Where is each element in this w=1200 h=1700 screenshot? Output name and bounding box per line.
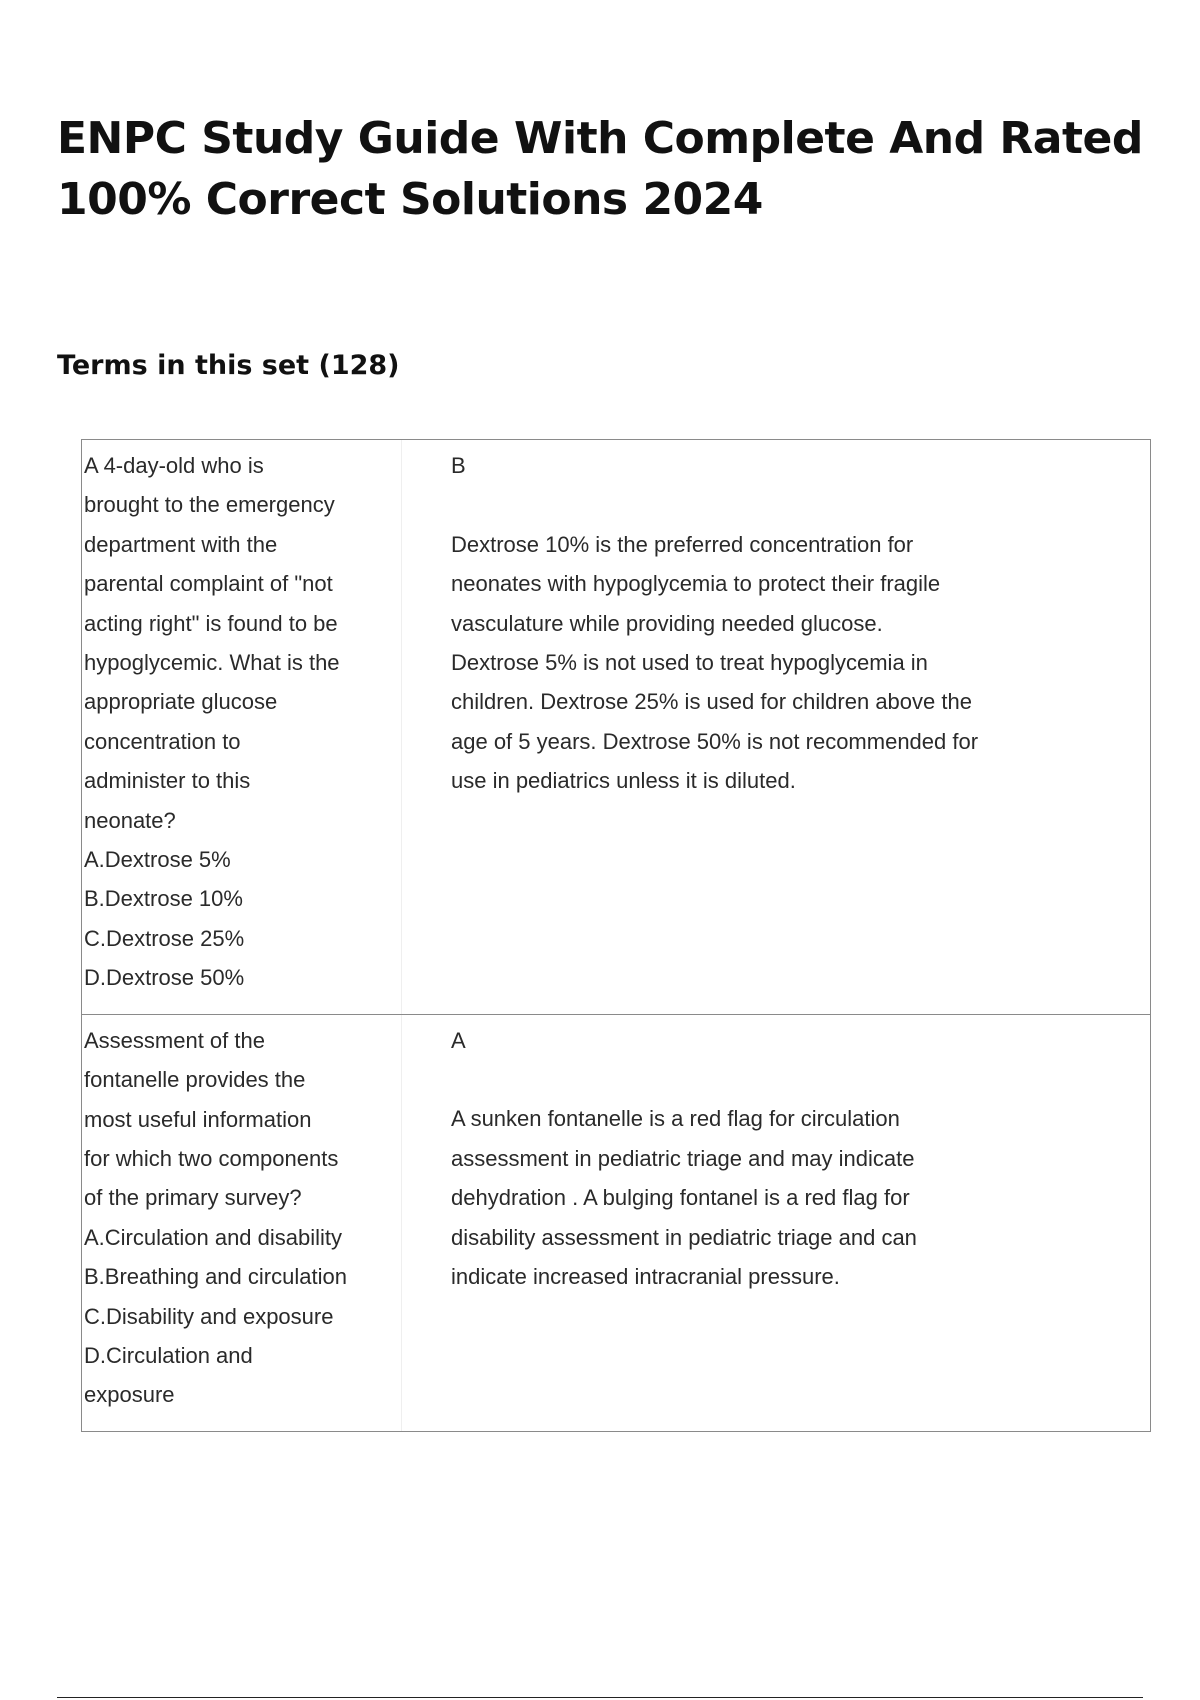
- answer-option: C.Disability and exposure: [84, 1303, 334, 1329]
- blank-line: [451, 485, 1090, 524]
- answer-option: C.Dextrose 25%: [84, 925, 245, 951]
- title-line-1: ENPC Study Guide With Complete And Rated: [57, 113, 1143, 164]
- explanation-line: Dextrose 5% is not used to treat hypoglycemia in: [451, 650, 928, 676]
- answer-option: B.Dextrose 10%: [84, 886, 243, 912]
- term-definition: [402, 1015, 1150, 1431]
- document-title: [57, 108, 1143, 230]
- term-line: A 4-day-old who is: [84, 453, 264, 478]
- term-definition: [402, 440, 1150, 1014]
- term-line: of the primary survey?: [84, 1185, 302, 1211]
- term-card: [82, 440, 1150, 1015]
- terms-table: [81, 439, 1151, 1432]
- term-line: department with the: [84, 531, 278, 557]
- explanation-line: indicate increased intracranial pressure.: [451, 1264, 840, 1290]
- term-line: parental complaint of "not: [84, 571, 333, 597]
- page-bottom-rule: [57, 1697, 1143, 1698]
- explanation-line: assessment in pediatric triage and may indicate: [451, 1145, 915, 1171]
- explanation-line: vasculature while providing needed glucose.: [451, 610, 883, 636]
- term-question: [82, 1015, 402, 1431]
- term-line: Assessment of the: [84, 1027, 265, 1053]
- answer-option: D.Dextrose 50%: [84, 965, 245, 991]
- explanation-line: neonates with hypoglycemia to protect their fragile: [451, 571, 941, 597]
- answer-option: A.Circulation and disability: [84, 1224, 343, 1250]
- explanation-line: disability assessment in pediatric triage and can: [451, 1224, 917, 1250]
- answer-option: A.Dextrose 5%: [84, 847, 231, 873]
- explanation-line: children. Dextrose 25% is used for children above the: [451, 689, 972, 715]
- term-line: neonate?: [84, 807, 176, 833]
- explanation-line: A sunken fontanelle is a red flag for circulation: [451, 1106, 900, 1132]
- terms-count-heading: Terms in this set (128): [57, 350, 400, 381]
- term-line: appropriate glucose: [84, 689, 278, 715]
- explanation-line: Dextrose 10% is the preferred concentration for: [451, 531, 914, 557]
- answer-option: exposure: [84, 1382, 175, 1408]
- term-line: acting right" is found to be: [84, 610, 338, 636]
- correct-answer-letter: A: [451, 1027, 466, 1053]
- answer-option: D.Circulation and: [84, 1342, 253, 1368]
- explanation-line: dehydration . A bulging fontanel is a red flag for: [451, 1185, 910, 1211]
- term-line: concentration to: [84, 728, 241, 754]
- answer-option: B.Breathing and circulation: [84, 1264, 347, 1290]
- blank-line: [451, 1060, 1090, 1099]
- explanation-line: use in pediatrics unless it is diluted.: [451, 768, 796, 794]
- term-line: brought to the emergency: [84, 492, 335, 518]
- term-line: administer to this: [84, 768, 251, 794]
- title-line-2: 100% Correct Solutions 2024: [57, 174, 763, 225]
- explanation-line: age of 5 years. Dextrose 50% is not recommended for: [451, 728, 979, 754]
- term-question: [82, 440, 402, 1014]
- term-line: hypoglycemic. What is the: [84, 650, 340, 676]
- term-line: for which two components: [84, 1145, 339, 1171]
- term-line: most useful information: [84, 1106, 312, 1132]
- correct-answer-letter: B: [451, 453, 466, 478]
- term-line: fontanelle provides the: [84, 1067, 306, 1093]
- term-card: [82, 1015, 1150, 1431]
